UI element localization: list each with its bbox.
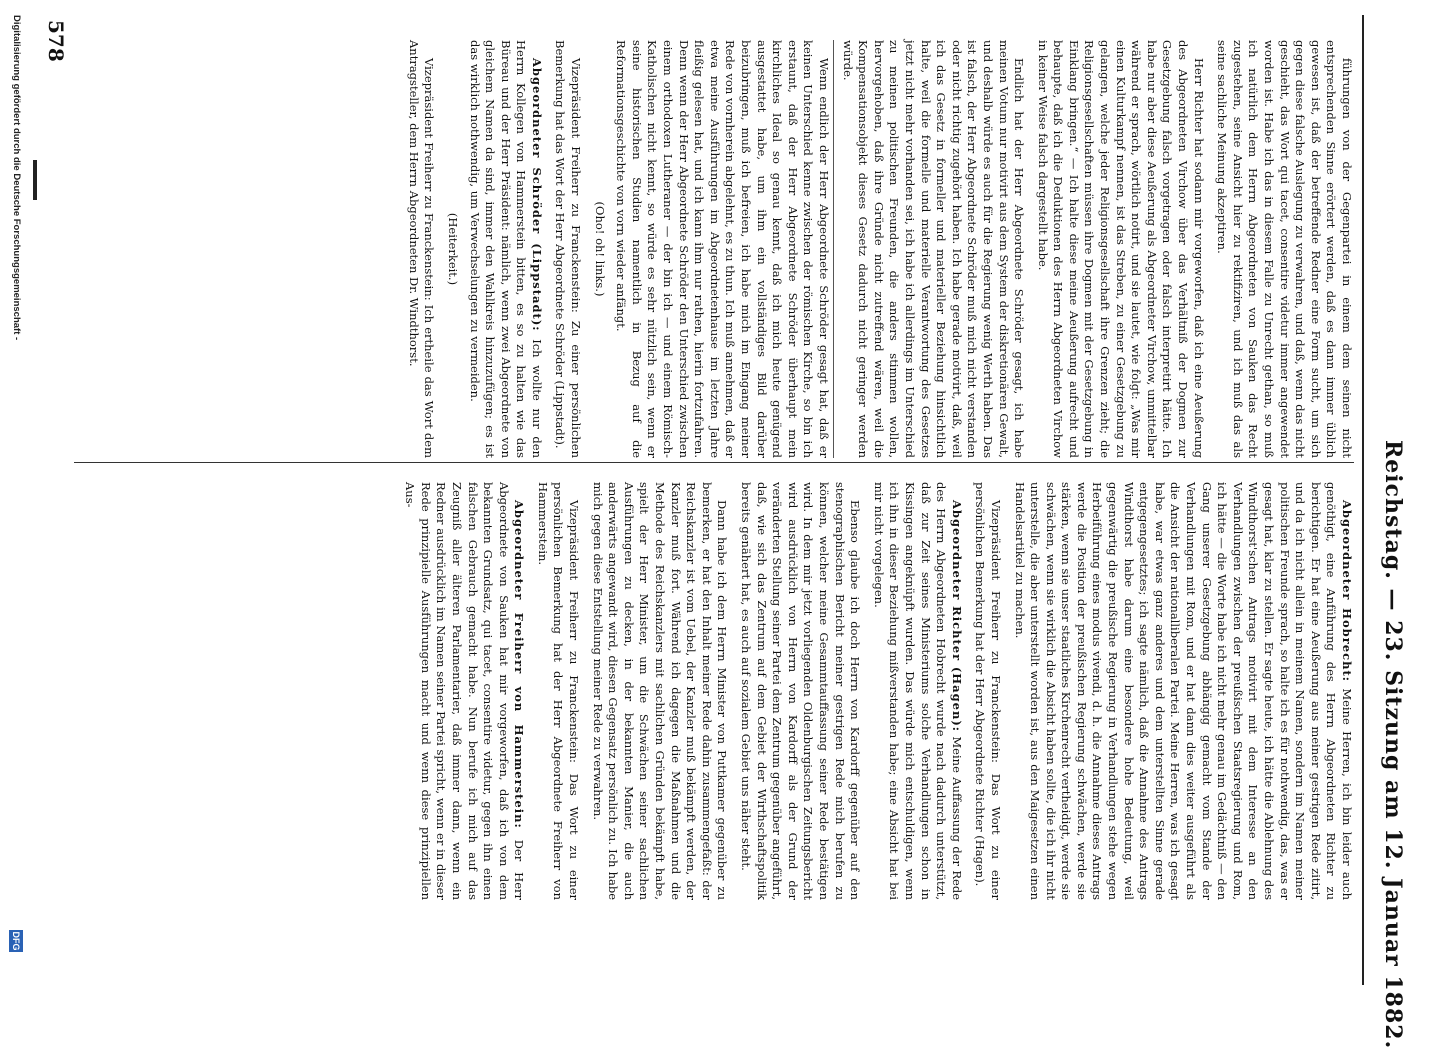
presiding-speaker: Vizepräsident Freiherr zu Franckenstein: bbox=[569, 58, 584, 313]
margin-mark bbox=[33, 160, 37, 200]
digitization-credit bbox=[2, 0, 22, 1000]
paragraph-text: Meine Auffassung der Rede des Herrn Abgeordneten Hobrecht wurde nach dadurch unterstützt, daß zur Zeit seines Ministeriums solche Verhandlungen schon in Kissingen angeknüpft wurden. Das würde mich entschuldigen, wenn ich ihn in dieser Beziehung mißverstanden habe; eine Absicht hat bei mir nicht vorgelegen. bbox=[871, 482, 964, 900]
speaker-name: Abgeordneter Richter (Hagen): bbox=[949, 500, 964, 733]
paragraph bbox=[972, 482, 1003, 900]
credit-text: Digitalisierung gefördert durch die Deutsche Forschungsgemeinschaft - bbox=[11, 15, 22, 341]
paragraph bbox=[1034, 40, 1206, 458]
paragraph-text: Meine Herren, ich bin leider auch genöthigt, eine Anführung des Herrn Abgeordneten Richter zu berichtigen. Er hat eine Aeußerung aus meiner gestrigen Rede zitirt, und da ich nicht allein in meinem Namen, sondern im Namen meiner politischen Freunde sprach, so halte ich es für nothwendig, das, was er gesagt hat, klar zu stellen. Er sagte heute, ich hätte die Ablehnung des Windthorst'schen Antrags motivirt mit dem Interesse an den Verhandlungen zwischen der preußischen Staatsregierung und Rom, ich hätte — die Worte habe ich nicht mehr genau im Gedächtniß — den Gang unserer Gesetzgebung abhängig gemacht vom Stande der Verhandlungen mit Rom, und er hat dann dies weiter ausgeführt als die Ansicht der nationalliberalen Partei. Meine Herren, was ich gesagt habe, war etwas ganz anderes und dem unterstellten Sinne gerade entgegengesetztes; ich sagte nämlich, daß die Annahme des Antrags Windthorst habe darum eine besondere hohe Bedeutung, weil gegenwärtig die preußische Regierung in Verhandlungen stehe wegen Herbeiführung eines modus vivendi, d. h. die Annahme dieses Antrags werde die Position der preußischen Regierung schwächen, werde sie stärken, wenn sie unser staatliches Kirchenrecht vertheidigt, werde sie schwächen, wenn sie wirklich die Absicht haben sollte, die ich ihr nicht unterstelle, die aber unterstellt worden ist, aus den Maigesetzen einen Handelsartikel zu machen. bbox=[1012, 482, 1354, 900]
paragraph-text: Das Wort zu einer persönlichen Bemerkung hat der Herr Abgeordnete Freiherr von Hammerstein. bbox=[535, 482, 582, 901]
paragraph-text: Zu einer persönlichen Bemerkung hat das Wort der Herr Abgeordnete Schröder (Lippstadt). bbox=[553, 40, 584, 458]
paragraph bbox=[737, 482, 862, 900]
paragraph bbox=[552, 40, 583, 458]
paragraph bbox=[534, 482, 581, 900]
presiding-speaker: Vizepräsident Freiherr zu Franckenstein: bbox=[567, 500, 582, 763]
paragraph bbox=[1214, 40, 1354, 458]
paragraph bbox=[589, 482, 729, 900]
paragraph-text: Ebenso glaube ich doch Herrn von Kardorff gegenüber auf den stenographischen Bericht meiner gestrigen Rede mich berufen zu können, welcher meine Gesammtauffassung seiner Rede bestätigen wird. In dem mir jetzt vorliegenden Oldenburgischen Zeitungsbericht wird ausdrücklich von Herrn von Kardorff als der Grund der veränderten Stellung seiner Partei dem Zentrum gegenüber angeführt, daß, wie sich das Zentrum auf dem Gebiet der Wirthschaftspolitik bereits genähert hat, es auch auf sozialem Gebiet uns näher steht. bbox=[739, 482, 863, 900]
paragraph bbox=[870, 482, 964, 900]
speaker-name: Abgeordneter Schröder (Lippstadt): bbox=[529, 58, 544, 332]
paragraph bbox=[402, 482, 527, 900]
paragraph-text: Wenn endlich der Herr Abgeordnete Schröder gesagt hat, daß er keinen Unterschied kenne zwischen der römischen Kirche, so bin ich erstaunt, daß der Herr Abgeordnete Schröder überhaupt mein kirchliches Ideal so genau kennt, daß ich mich heute genügend ausgestattet habe, um ihm ein vollständiges Bild darüber beizubringen, muß ich befreien, ich habe mich im Eingang meiner Rede von vornherein abgelehnt, es zu thun. Ich muß annehmen, daß er etwa meine Ausführungen im Abgeordnetenhause im letzten Jahre fleißig gelesen hat, und ich kann ihm nur rathen, hierin fortzufahren. Denn wenn der Herr Abgeordnete Schröder den Unterschied zwischen einem orthodoxen Lutheraner — der bin ich — und einem Römisch-Katholischen nicht kennt, so würde es sehr nützlich sein, wenn er seine historischen Studien namentlich in Bezug auf die Reformationsgeschichte von vorn wieder anfängt. bbox=[614, 40, 831, 458]
paragraph bbox=[405, 40, 436, 458]
interjection: (Heiterkeit.) bbox=[445, 212, 460, 286]
speaker-name: Abgeordneter Freiherr von Hammerstein: bbox=[512, 500, 527, 829]
header-title: Reichstag. — 23. Sitzung am 12. Januar 1882. bbox=[1380, 440, 1406, 1049]
left-text-column bbox=[74, 482, 1354, 900]
paragraph-text: Ich ertheile das Wort dem Antragsteller, dem Herrn Abgeordneten Dr. Windthorst. bbox=[406, 40, 437, 458]
paragraph bbox=[613, 40, 831, 458]
column-divider bbox=[74, 462, 1354, 463]
paragraph-text: Ich wollte nur den Herrn Kollegen von Hammerstein bitten, es so zu halten wie das Büreau und der Herr Präsident: nämlich, wenn zwei Abgeordnete von gleichem Namen da sind, immer den Wahlkreis hinzuzufügen; es ist das wirklich nothwendig, um Verwechselungen zu vermeiden. bbox=[467, 40, 544, 458]
presiding-speaker: Vizepräsident Freiherr zu Franckenstein: bbox=[988, 500, 1003, 763]
interjection: (Oho! oh! links.) bbox=[592, 201, 607, 297]
paragraph-text: Der Herr Abgeordnete von Sauken hat mir vorgeworfen, daß ich von dem bekannten Grundsatz, qui tacet, consentire videtur, gegen ihn einen falschen Gebrauch gemacht habe. Nun berufe ich mich auf das Zeugniß aller älteren Parlamentarier, daß immer dann, wenn ein Redner ausdrücklich im Namen seiner Partei spricht, wenn er in dieser Rede prinzipielle Ausführungen macht und wenn diese prinzipiellen Aus- bbox=[403, 482, 527, 901]
paragraph bbox=[466, 40, 544, 458]
page-number-text: 578 bbox=[44, 20, 68, 62]
paragraph-text: führungen von der Gegenpartei in einem dem seinen nicht entsprechenden Sinne erörtert werden, daß es dann immer üblich gewesen ist, daß der betreffende Redner eine Form sucht, um sich gegen diese falsche Auslegung zu verwahren, und daß, wenn das nicht geschieht, das Wort qui tacet, consentire videtur immer angewendet worden ist. Habe ich das in diesem Falle zu Unrecht gethan, so muß ich natürlich dem Herrn Abgeordneten von Sauken das Recht zugestehen, seine Ansicht hier zu rektifiziren, und ich muß das als seine sachliche Meinung akzeptiren. bbox=[1215, 40, 1354, 458]
presiding-speaker: Vizepräsident Freiherr zu Franckenstein: bbox=[422, 58, 437, 301]
header-rule bbox=[1362, 15, 1364, 985]
paragraph-text: Das Wort zu einer persönlichen Bemerkung hat der Herr Abgeordnete Richter (Hagen). bbox=[973, 482, 1003, 901]
paragraph bbox=[1011, 482, 1354, 900]
paragraph-text: Endlich hat der Herr Abgeordnete Schröder gesagt, ich habe meinen Votum nur motivirt aus dem System der diskretionären Gewalt, und deshalb würde es auch für die Regierung wenig Werth haben. Das ist falsch, der Herr Abgeordnete Schröder muß mich nicht verstanden oder nicht richtig zugehört haben. Ich habe gerade motivirt, daß, weil ich das Gesetz in formeller und materieller Beziehung hinsichtlich halte, weil die formelle und materielle Verantwortung des Gesetzes jetzt nicht mehr vorhanden sei, ich habe ich allerdings im Unterschied zu meinen politischen Freunden, die anders stimmen wollen, hervorgehoben, daß ihre Gründe nicht zutreffend wären, weil die Kompensationsobjekt dieses Gesetz dadurch nicht geringer werden würde. bbox=[840, 40, 1027, 458]
running-header bbox=[1362, 0, 1432, 1049]
paragraph-text: Herr Richter hat sodann mir vorgeworfen, daß ich eine Aeußerung des Abgeordneten Virchow über das Verhältniß der Dogmen zur Gesetzgebung falsch vorgetragen oder falsch interpretirt hätte. Ich habe nur aber diese Aeußerung als Abgeordneter Virchow, unmittelbar während er sprach, wörtlich notirt, und sie lautet, wie folgt: „Was mir einen Kulturkampf nennen, ist das Streben, zu einer Gesetzgebung zu gelangen, welche jeder Religionsgesellschaft ihre Grenzen zieht; die Religionsgesellschaften müssen ihre Dogmen mit der Gesetzgebung in Einklang bringen.“ — Ich halte diese meine Aeußerung aufrecht und behaupte, daß ich die Deduktionen des Herrn Abgeordneten Virchow in keiner Weise falsch dargestellt habe. bbox=[1035, 40, 1206, 458]
paragraph bbox=[839, 40, 1026, 458]
paragraph-text: Dann habe ich dem Herrn Minister von Puttkamer gegenüber zu bemerken, er hat den Inhalt meiner Rede dahin zusammengefaßt: der Reichskanzler ist vom Uebel, der Kanzler muß bekämpft werden, der Kanzler muß fort. Während ich dagegen die Maßnahmen und die Methode des Reichskanzlers mit sachlichen Gründen bekämpft habe, spielt der Herr Minister, um die Schwächen seiner sachlichen Ausführungen zu decken, in der bekannten Manier, die auch anderwärts angewandt wird, diesen Gegensatz persönlich zu. Ich habe mich gegen diese Entstellung meiner Rede zu verwahren. bbox=[590, 482, 730, 900]
dfg-logo: DFG bbox=[11, 931, 21, 951]
right-text-column bbox=[406, 40, 1354, 458]
speaker-name: Abgeordneter Hobrecht: bbox=[1340, 500, 1354, 682]
end-rule bbox=[833, 40, 834, 458]
